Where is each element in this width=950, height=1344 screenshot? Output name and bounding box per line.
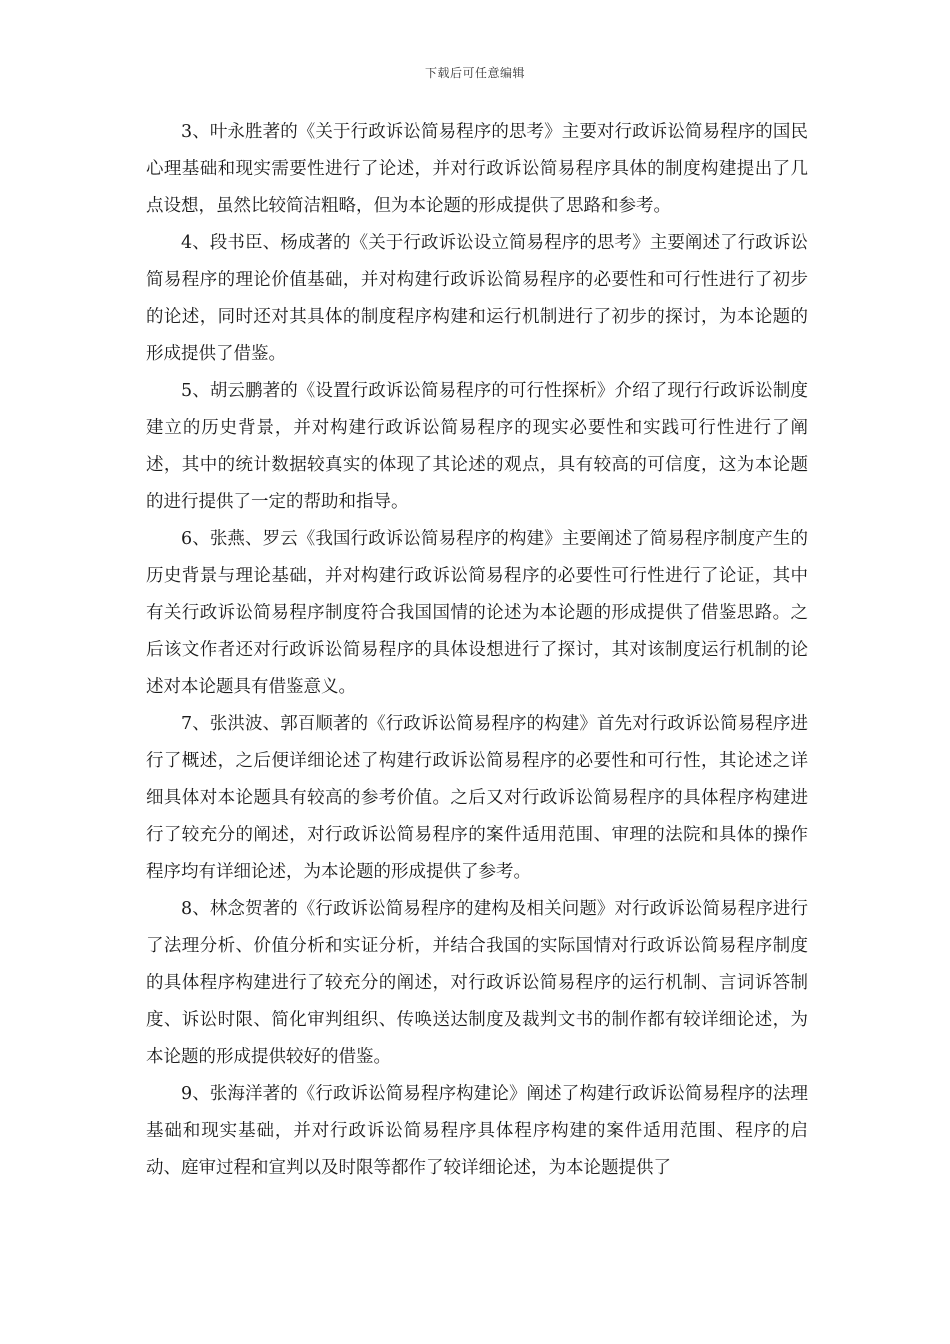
page-header: 下载后可任意编辑: [424, 66, 525, 80]
paragraph-9: 9、张海洋著的《行政诉讼简易程序构建论》阐述了构建行政诉讼简易程序的法理基础和现实基础，并对行政诉讼简易程序具体程序构建的案件适用范围、程序的启动、庭审过程和宣判以及时限等都作了较详细论述，为本论题提供了: [146, 1084, 808, 1178]
paragraph-6: 6、张燕、罗云《我国行政诉讼简易程序的构建》主要阐述了简易程序制度产生的历史背景与理论基础，并对构建行政诉讼简易程序的必要性可行性进行了论证，其中有关行政诉讼简易程序制度符合我国国情的论述为本论题的形成提供了借鉴思路。之后该文作者还对行政诉讼简易程序的具体设想进行了探讨，其对该制度运行机制的论述对本论题具有借鉴意义。: [146, 529, 808, 697]
paragraph-3: 3、叶永胜著的《关于行政诉讼简易程序的思考》主要对行政诉讼简易程序的国民心理基础和现实需要性进行了论述，并对行政诉讼简易程序具体的制度构建提出了几点设想，虽然比较简洁粗略，但为本论题的形成提供了思路和参考。: [146, 122, 808, 216]
paragraph-7: 7、张洪波、郭百顺著的《行政诉讼简易程序的构建》首先对行政诉讼简易程序进行了概述，之后便详细论述了构建行政诉讼简易程序的必要性和可行性，其论述之详细具体对本论题具有较高的参考价值。之后又对行政诉讼简易程序的具体程序构建进行了较充分的阐述，对行政诉讼简易程序的案件适用范围、审理的法院和具体的操作程序均有详细论述，为本论题的形成提供了参考。: [146, 714, 808, 882]
paragraph-8: 8、林念贺著的《行政诉讼简易程序的建构及相关问题》对行政诉讼简易程序进行了法理分析、价值分析和实证分析，并结合我国的实际国情对行政诉讼简易程序制度的具体程序构建进行了较充分的阐述，对行政诉讼简易程序的运行机制、言词诉答制度、诉讼时限、简化审判组织、传唤送达制度及裁判文书的制作都有较详细论述，为本论题的形成提供较好的借鉴。: [146, 899, 808, 1067]
document-body: [146, 114, 808, 1187]
paragraph-5: 5、胡云鹏著的《设置行政诉讼简易程序的可行性探析》介绍了现行行政诉讼制度建立的历史背景，并对构建行政诉讼简易程序的现实必要性和实践可行性进行了阐述，其中的统计数据较真实的体现了其论述的观点，具有较高的可信度，这为本论题的进行提供了一定的帮助和指导。: [146, 381, 808, 512]
paragraph-4: 4、段书臣、杨成著的《关于行政诉讼设立简易程序的思考》主要阐述了行政诉讼简易程序的理论价值基础，并对构建行政诉讼简易程序的必要性和可行性进行了初步的论述，同时还对其具体的制度程序构建和运行机制进行了初步的探讨，为本论题的形成提供了借鉴。: [146, 233, 808, 364]
